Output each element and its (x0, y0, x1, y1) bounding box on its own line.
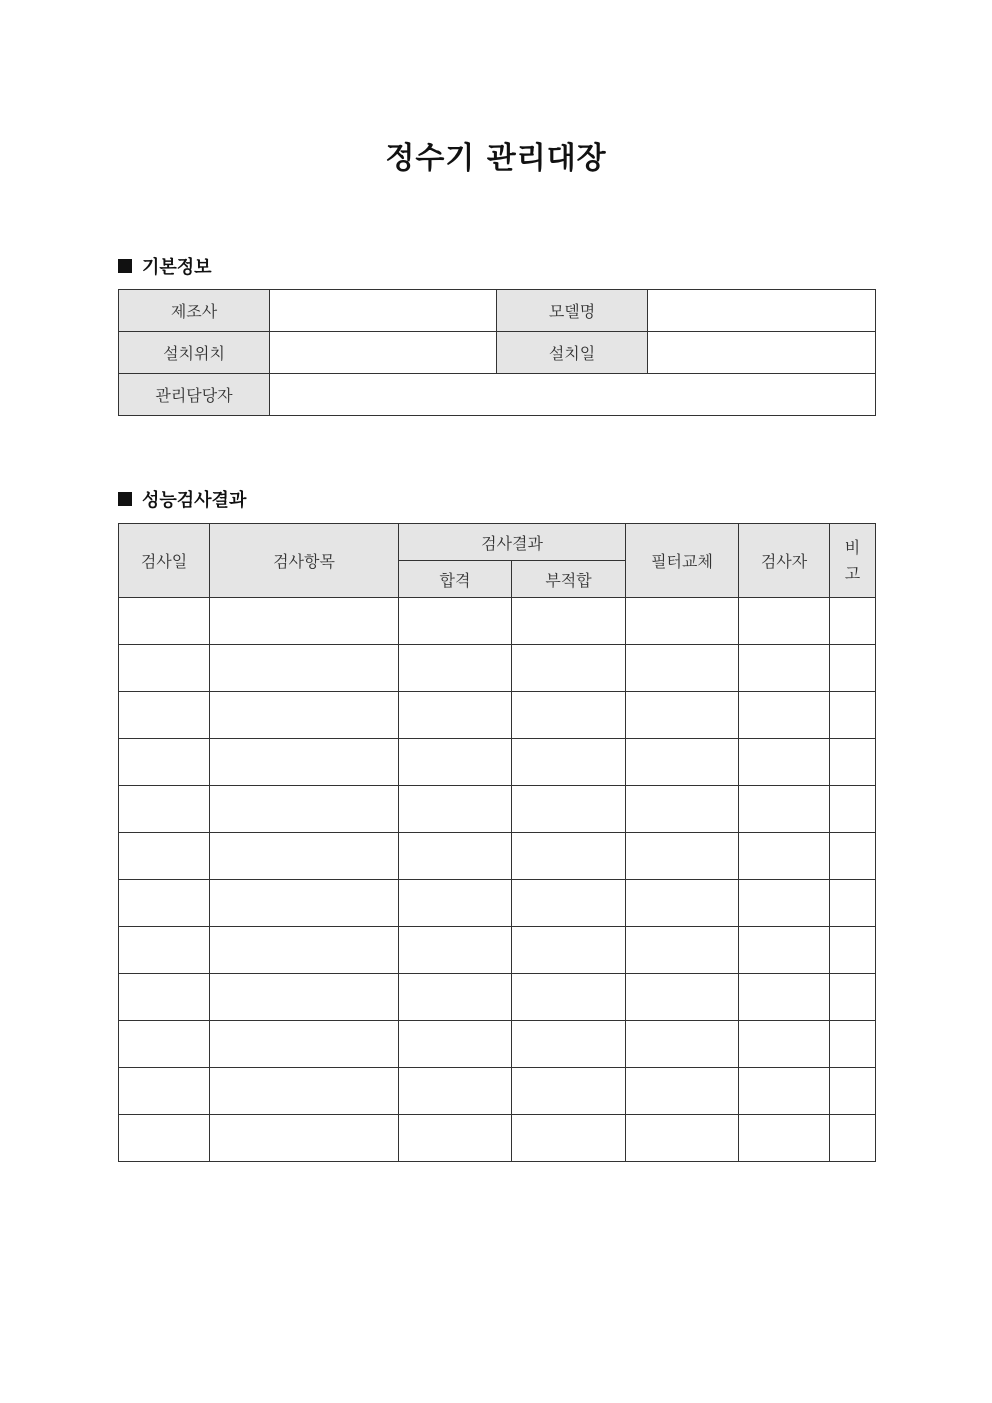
pass-cell[interactable] (399, 739, 512, 786)
remark-cell[interactable] (830, 1021, 876, 1068)
header-inspection-result: 검사결과 (399, 524, 626, 561)
remark-cell[interactable] (830, 927, 876, 974)
filter-cell[interactable] (626, 974, 739, 1021)
fail-cell[interactable] (512, 833, 626, 880)
inspector-cell[interactable] (739, 833, 830, 880)
date-cell[interactable] (119, 786, 210, 833)
inspector-cell[interactable] (739, 1115, 830, 1162)
remark-cell[interactable] (830, 1068, 876, 1115)
table-row (119, 332, 876, 374)
manufacturer-field[interactable] (270, 290, 497, 332)
inspector-cell[interactable] (739, 880, 830, 927)
fail-cell[interactable] (512, 1021, 626, 1068)
remark-cell[interactable] (830, 880, 876, 927)
pass-cell[interactable] (399, 1021, 512, 1068)
item-cell[interactable] (210, 786, 399, 833)
manager-label: 관리담당자 (119, 374, 270, 416)
fail-cell[interactable] (512, 692, 626, 739)
inspector-cell[interactable] (739, 927, 830, 974)
date-cell[interactable] (119, 1068, 210, 1115)
header-remarks (830, 524, 876, 598)
inspector-cell[interactable] (739, 974, 830, 1021)
header-filter-replacement: 필터교체 (626, 524, 739, 598)
section-heading-label: 성능검사결과 (142, 490, 247, 511)
inspector-cell[interactable] (739, 786, 830, 833)
location-label: 설치위치 (119, 332, 270, 374)
table-row (119, 290, 876, 332)
remark-cell[interactable] (830, 739, 876, 786)
item-cell[interactable] (210, 645, 399, 692)
filter-cell[interactable] (626, 880, 739, 927)
fail-cell[interactable] (512, 1115, 626, 1162)
basic-info-table (118, 289, 876, 416)
inspector-cell[interactable] (739, 645, 830, 692)
fail-cell[interactable] (512, 974, 626, 1021)
table-row (119, 1021, 876, 1068)
header-inspection-date: 검사일 (119, 524, 210, 598)
pass-cell[interactable] (399, 786, 512, 833)
date-cell[interactable] (119, 927, 210, 974)
fail-cell[interactable] (512, 645, 626, 692)
filter-cell[interactable] (626, 927, 739, 974)
model-label: 모델명 (497, 290, 648, 332)
item-cell[interactable] (210, 927, 399, 974)
pass-cell[interactable] (399, 645, 512, 692)
filter-cell[interactable] (626, 1068, 739, 1115)
remark-cell[interactable] (830, 598, 876, 645)
remark-cell[interactable] (830, 692, 876, 739)
item-cell[interactable] (210, 1068, 399, 1115)
table-row (119, 374, 876, 416)
fail-cell[interactable] (512, 739, 626, 786)
page-title: 정수기 관리대장 (385, 141, 607, 176)
inspector-cell[interactable] (739, 739, 830, 786)
date-cell[interactable] (119, 1021, 210, 1068)
remark-cell[interactable] (830, 645, 876, 692)
pass-cell[interactable] (399, 833, 512, 880)
item-cell[interactable] (210, 692, 399, 739)
pass-cell[interactable] (399, 880, 512, 927)
date-cell[interactable] (119, 833, 210, 880)
inspector-cell[interactable] (739, 1068, 830, 1115)
filter-cell[interactable] (626, 786, 739, 833)
inspector-cell[interactable] (739, 692, 830, 739)
table-row (119, 1115, 876, 1162)
filter-cell[interactable] (626, 739, 739, 786)
remark-char-1: 비 (844, 537, 861, 557)
fail-cell[interactable] (512, 786, 626, 833)
date-cell[interactable] (119, 739, 210, 786)
inspector-cell[interactable] (739, 1021, 830, 1068)
date-cell[interactable] (119, 1115, 210, 1162)
fail-cell[interactable] (512, 598, 626, 645)
item-cell[interactable] (210, 739, 399, 786)
pass-cell[interactable] (399, 692, 512, 739)
table-row (119, 786, 876, 833)
inspector-cell[interactable] (739, 598, 830, 645)
table-row (119, 739, 876, 786)
inspection-result-body (119, 598, 876, 1162)
header-fail: 부적합 (512, 561, 626, 598)
table-row (119, 927, 876, 974)
location-field[interactable] (270, 332, 497, 374)
square-bullet-icon (118, 492, 132, 506)
date-cell[interactable] (119, 645, 210, 692)
header-inspector: 검사자 (739, 524, 830, 598)
pass-cell[interactable] (399, 598, 512, 645)
table-row (119, 880, 876, 927)
item-cell[interactable] (210, 974, 399, 1021)
date-cell[interactable] (119, 974, 210, 1021)
filter-cell[interactable] (626, 645, 739, 692)
inspection-result-table (118, 523, 876, 1162)
table-header-row (119, 524, 876, 561)
remark-cell[interactable] (830, 1115, 876, 1162)
manager-field[interactable] (270, 374, 876, 416)
remark-cell[interactable] (830, 974, 876, 1021)
section-heading-inspection (118, 486, 246, 512)
item-cell[interactable] (210, 833, 399, 880)
table-row (119, 1068, 876, 1115)
date-cell[interactable] (119, 692, 210, 739)
pass-cell[interactable] (399, 927, 512, 974)
fail-cell[interactable] (512, 880, 626, 927)
table-row (119, 645, 876, 692)
install-date-label: 설치일 (497, 332, 648, 374)
filter-cell[interactable] (626, 833, 739, 880)
item-cell[interactable] (210, 1115, 399, 1162)
section-heading-label: 기본정보 (142, 257, 212, 278)
filter-cell[interactable] (626, 692, 739, 739)
filter-cell[interactable] (626, 1021, 739, 1068)
model-field[interactable] (648, 290, 876, 332)
install-date-field[interactable] (648, 332, 876, 374)
table-row (119, 692, 876, 739)
item-cell[interactable] (210, 880, 399, 927)
section-heading-basic-info (118, 253, 212, 279)
header-inspection-item: 검사항목 (210, 524, 399, 598)
pass-cell[interactable] (399, 1068, 512, 1115)
pass-cell[interactable] (399, 974, 512, 1021)
table-row (119, 598, 876, 645)
manufacturer-label: 제조사 (119, 290, 270, 332)
fail-cell[interactable] (512, 1068, 626, 1115)
item-cell[interactable] (210, 1021, 399, 1068)
filter-cell[interactable] (626, 1115, 739, 1162)
fail-cell[interactable] (512, 927, 626, 974)
table-row (119, 974, 876, 1021)
date-cell[interactable] (119, 598, 210, 645)
pass-cell[interactable] (399, 1115, 512, 1162)
header-pass: 합격 (399, 561, 512, 598)
table-row (119, 833, 876, 880)
remark-char-2: 고 (844, 563, 861, 583)
square-bullet-icon (118, 259, 132, 273)
remark-cell[interactable] (830, 786, 876, 833)
remark-cell[interactable] (830, 833, 876, 880)
item-cell[interactable] (210, 598, 399, 645)
filter-cell[interactable] (626, 598, 739, 645)
date-cell[interactable] (119, 880, 210, 927)
